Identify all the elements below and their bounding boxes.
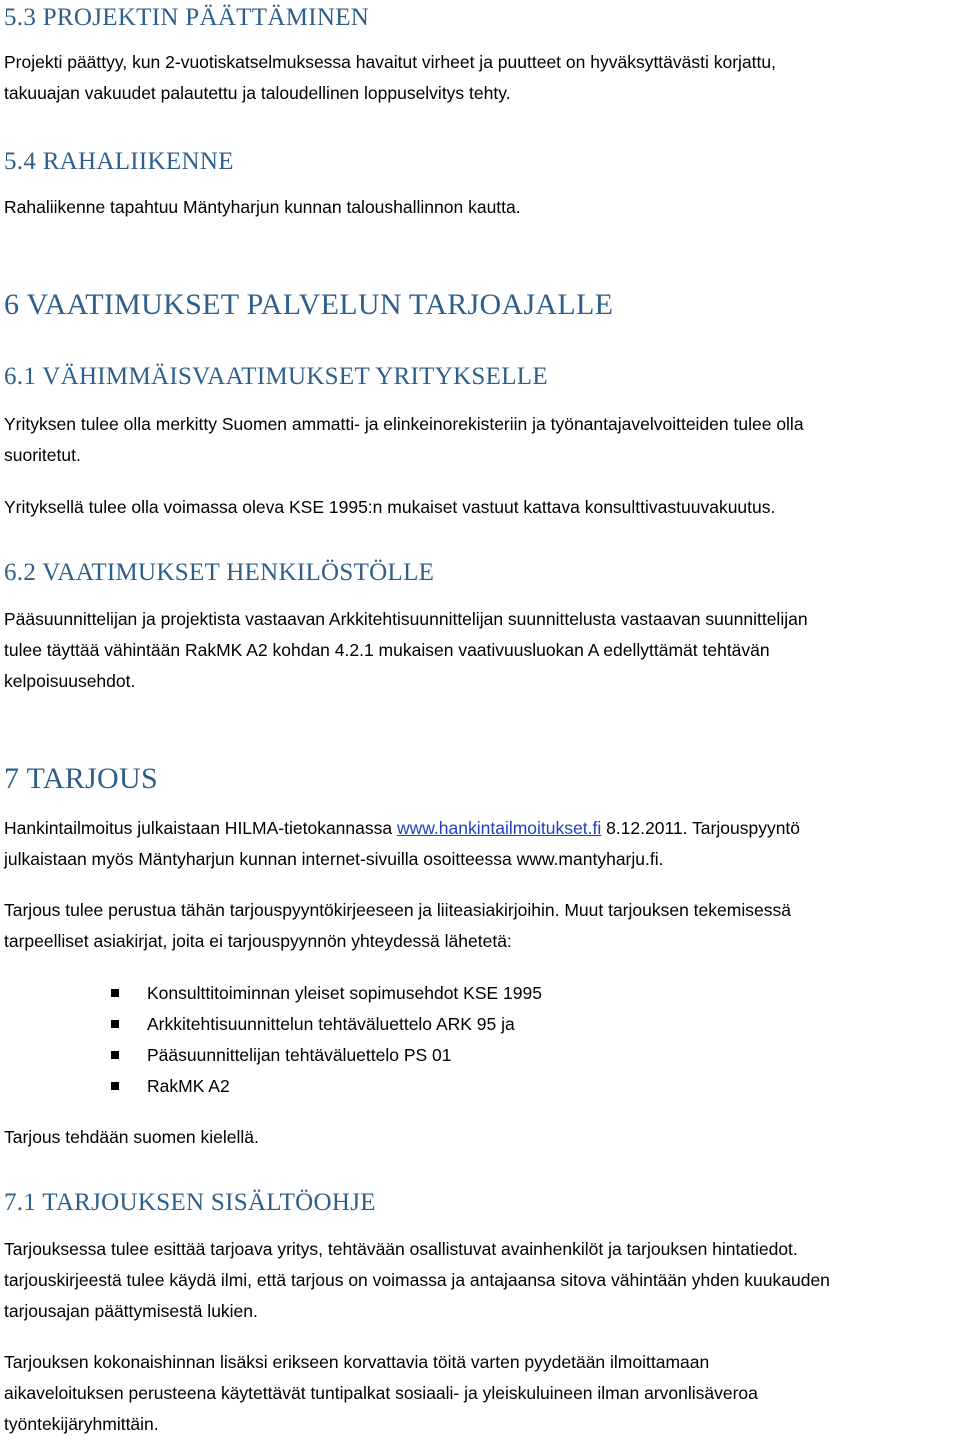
paragraph-line: tulee täyttää vähintään RakMK A2 kohdan 4.2.1 mukaisen vaativuusluokan A edellyttämät tehtävän (4, 640, 770, 660)
paragraph-line: Yrityksellä tulee olla voimassa oleva KSE 1995:n mukaiset vastuut kattava konsulttivastuuvakuutus. (4, 497, 776, 517)
paragraph-6-1-b (4, 492, 960, 523)
paragraph-line: tarjouskirjeestä tulee käydä ilmi, että tarjous on voimassa ja antajaansa sitova vähintään yhden kuukauden (4, 1270, 830, 1290)
paragraph-line: Tarjous tulee perustua tähän tarjouspyyntökirjeeseen ja liiteasiakirjoihin. Muut tarjouksen tekemisessä (4, 900, 791, 920)
list-item (4, 978, 960, 1009)
hankintailmoitukset-link[interactable]: www.hankintailmoitukset.fi (396, 818, 602, 838)
paragraph-7-a (4, 813, 960, 875)
paragraph-line: takuuajan vakuudet palautettu ja taloudellinen loppuselvitys tehty. (4, 83, 511, 103)
list-item (4, 1040, 960, 1071)
paragraph-5-4 (4, 192, 960, 223)
paragraph-6-2 (4, 604, 960, 697)
paragraph-line: Tarjous tehdään suomen kielellä. (4, 1127, 259, 1147)
list-item (4, 1009, 960, 1040)
paragraph-7-1-b (4, 1347, 960, 1440)
list-item-text: Arkkitehtisuunnittelun tehtäväluettelo ARK 95 ja (147, 1014, 515, 1034)
list-item-text: RakMK A2 (147, 1076, 230, 1096)
paragraph-line: aikaveloituksen perusteena käytettävät tuntipalkat sosiaali- ja yleiskuluineen ilman arvonlisäveroa (4, 1383, 758, 1403)
paragraph-line: Pääsuunnittelijan ja projektista vastaavan Arkkitehtisuunnittelijan suunnittelusta vastaavan suunnittelijan (4, 609, 808, 629)
paragraph-line: julkaistaan myös Mäntyharjun kunnan internet-sivuilla osoitteessa www.mantyharju.fi. (4, 849, 664, 869)
paragraph-5-3 (4, 47, 960, 109)
paragraph-line: työntekijäryhmittäin. (4, 1414, 159, 1434)
paragraph-line: Tarjouksessa tulee esittää tarjoava yritys, tehtävään osallistuvat avainhenkilöt ja tarjouksen hintatiedot. (4, 1239, 798, 1259)
paragraph-text: Hankintailmoitus julkaistaan HILMA-tietokannassa (4, 818, 397, 838)
paragraph-line: Tarjouksen kokonaishinnan lisäksi erikseen korvattavia töitä varten pyydetään ilmoittamaan (4, 1352, 710, 1372)
heading-5-4: 5.4 RAHALIIKENNE (4, 148, 234, 175)
bullet-square-icon (111, 1020, 119, 1028)
heading-7: 7 TARJOUS (4, 762, 158, 795)
bullet-square-icon (111, 1082, 119, 1090)
paragraph-7-b (4, 895, 960, 957)
heading-7-1: 7.1 TARJOUKSEN SISÄLTÖOHJE (4, 1189, 376, 1216)
heading-6-2: 6.2 VAATIMUKSET HENKILÖSTÖLLE (4, 559, 435, 586)
list-item (4, 1071, 960, 1102)
heading-6-1: 6.1 VÄHIMMÄISVAATIMUKSET YRITYKSELLE (4, 363, 548, 390)
bullet-square-icon (111, 1051, 119, 1059)
heading-5-3: 5.3 PROJEKTIN PÄÄTTÄMINEN (4, 4, 370, 31)
list-item-text: Pääsuunnittelijan tehtäväluettelo PS 01 (147, 1045, 452, 1065)
bullet-square-icon (111, 989, 119, 997)
list-item-text: Konsulttitoiminnan yleiset sopimusehdot KSE 1995 (147, 983, 542, 1003)
paragraph-7-1-a (4, 1234, 960, 1327)
paragraph-line: suoritetut. (4, 445, 81, 465)
paragraph-7-c (4, 1122, 960, 1153)
document-list (4, 978, 960, 1102)
paragraph-line: kelpoisuusehdot. (4, 671, 136, 691)
heading-6: 6 VAATIMUKSET PALVELUN TARJOAJALLE (4, 288, 614, 321)
paragraph-line: tarjousajan päättymisestä lukien. (4, 1301, 258, 1321)
paragraph-line: tarpeelliset asiakirjat, joita ei tarjouspyynnön yhteydessä lähetetä: (4, 931, 512, 951)
paragraph-line: Rahaliikenne tapahtuu Mäntyharjun kunnan taloushallinnon kautta. (4, 197, 521, 217)
paragraph-line: Projekti päättyy, kun 2-vuotiskatselmuksessa havaitut virheet ja puutteet on hyväksyttävästi korjattu, (4, 52, 776, 72)
paragraph-line: Yrityksen tulee olla merkitty Suomen ammatti- ja elinkeinorekisteriin ja työnantajavelvoitteiden tulee olla (4, 414, 804, 434)
paragraph-text: 8.12.2011. Tarjouspyyntö (601, 818, 801, 838)
paragraph-6-1-a (4, 409, 960, 471)
